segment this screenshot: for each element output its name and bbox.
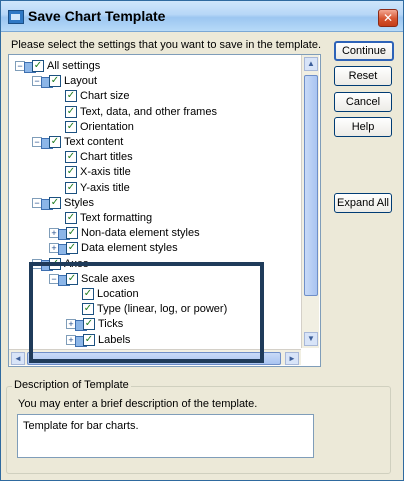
tree-item[interactable] xyxy=(9,180,301,196)
checkbox[interactable]: ✓ xyxy=(50,257,60,269)
collapse-icon[interactable]: − xyxy=(32,76,42,86)
reset-button[interactable]: Reset xyxy=(334,66,392,86)
collapse-icon[interactable]: − xyxy=(32,198,42,208)
collapse-icon[interactable]: − xyxy=(49,274,59,284)
tree-item-label: Axes xyxy=(64,257,89,270)
description-textarea[interactable] xyxy=(17,414,314,458)
checkbox[interactable]: ✓ xyxy=(66,151,76,163)
close-button[interactable]: ✕ xyxy=(378,9,398,27)
tree-item-label: Data element styles xyxy=(81,242,178,255)
tree-item-label: All settings xyxy=(47,60,101,72)
expand-icon[interactable]: + xyxy=(66,335,76,345)
checkbox[interactable]: ✓ xyxy=(66,166,76,178)
checkbox[interactable]: ✓ xyxy=(83,303,93,315)
scroll-right-arrow[interactable]: ► xyxy=(285,352,299,365)
checkbox[interactable]: ✓ xyxy=(66,120,76,132)
description-text: Template for bar charts. xyxy=(23,420,139,432)
checkbox[interactable]: ✓ xyxy=(67,242,77,254)
checkbox[interactable]: ✓ xyxy=(66,90,76,102)
tree-item[interactable] xyxy=(9,210,301,226)
checkbox[interactable]: ✓ xyxy=(33,60,43,71)
tree-item[interactable] xyxy=(9,58,301,74)
tree-item-label: Text, data, and other frames xyxy=(80,105,217,118)
tree-item[interactable] xyxy=(9,104,301,120)
checkbox[interactable]: ✓ xyxy=(50,75,60,87)
continue-button[interactable]: Continue xyxy=(334,41,394,61)
expand-icon[interactable]: + xyxy=(49,243,59,253)
checkbox[interactable]: ✓ xyxy=(84,318,94,330)
scroll-down-arrow[interactable]: ▼ xyxy=(304,332,318,346)
scroll-up-arrow[interactable]: ▲ xyxy=(304,57,318,71)
tree-item-label: Styles xyxy=(64,196,94,209)
tree-item[interactable] xyxy=(9,88,301,104)
window-title: Save Chart Template xyxy=(28,8,166,24)
help-button[interactable]: Help xyxy=(334,117,392,137)
tree-item-label: Layout xyxy=(64,75,98,88)
checkbox[interactable]: ✓ xyxy=(66,212,76,223)
tree-item-label: Orientation xyxy=(80,120,134,133)
tree-item-label: Y-axis title xyxy=(80,181,130,194)
tree-item-label: Scale axes xyxy=(81,272,135,285)
scroll-left-arrow[interactable]: ◄ xyxy=(11,352,25,365)
instruction-text: Please select the settings that you want to save in the template. xyxy=(11,39,322,51)
tree-item[interactable] xyxy=(9,134,301,150)
tree-item[interactable] xyxy=(9,195,301,211)
checkbox[interactable]: ✓ xyxy=(67,227,77,239)
expand-icon[interactable]: + xyxy=(66,319,76,329)
collapse-icon[interactable]: − xyxy=(32,259,42,269)
tree-item-label: X-axis title xyxy=(80,166,131,179)
collapse-icon[interactable]: − xyxy=(15,61,25,71)
checkbox[interactable]: ✓ xyxy=(66,181,76,193)
vertical-scrollbar[interactable] xyxy=(301,55,319,348)
highlight-box xyxy=(29,262,264,363)
expand-icon[interactable]: + xyxy=(49,228,59,238)
tree-item-label: Non-data element styles xyxy=(81,227,200,240)
description-hint: You may enter a brief description of the template. xyxy=(18,398,258,410)
tree-item-label: Chart size xyxy=(80,90,130,103)
tree-item[interactable] xyxy=(9,164,301,180)
tree-item-label: Chart titles xyxy=(80,151,133,164)
cancel-button[interactable]: Cancel xyxy=(334,92,392,112)
tree-item-label: Location xyxy=(97,288,139,300)
expand-all-button[interactable]: Expand All xyxy=(334,193,392,213)
app-icon xyxy=(8,10,24,24)
description-group-title: Description of Template xyxy=(14,379,129,391)
checkbox[interactable]: ✓ xyxy=(83,288,93,299)
tree-item[interactable] xyxy=(9,240,301,256)
checkbox[interactable]: ✓ xyxy=(67,272,77,284)
tree-item-label: Type (linear, log, or power) xyxy=(97,303,228,316)
checkbox[interactable]: ✓ xyxy=(66,105,76,117)
tree-item-label: Text formatting xyxy=(80,212,153,224)
tree-item[interactable] xyxy=(9,149,301,165)
tree-item[interactable] xyxy=(9,225,301,241)
checkbox[interactable]: ✓ xyxy=(50,136,60,147)
collapse-icon[interactable]: − xyxy=(32,137,42,147)
vertical-scroll-thumb[interactable] xyxy=(304,75,318,296)
tree-item-label: Labels xyxy=(98,333,131,346)
tree-item[interactable] xyxy=(9,73,301,89)
tree-item-label: Text content xyxy=(64,136,124,148)
checkbox[interactable]: ✓ xyxy=(84,333,94,345)
tree-item[interactable] xyxy=(9,119,301,135)
title-bar xyxy=(1,1,403,32)
tree-item-label: Ticks xyxy=(98,318,124,331)
checkbox[interactable]: ✓ xyxy=(50,196,60,208)
